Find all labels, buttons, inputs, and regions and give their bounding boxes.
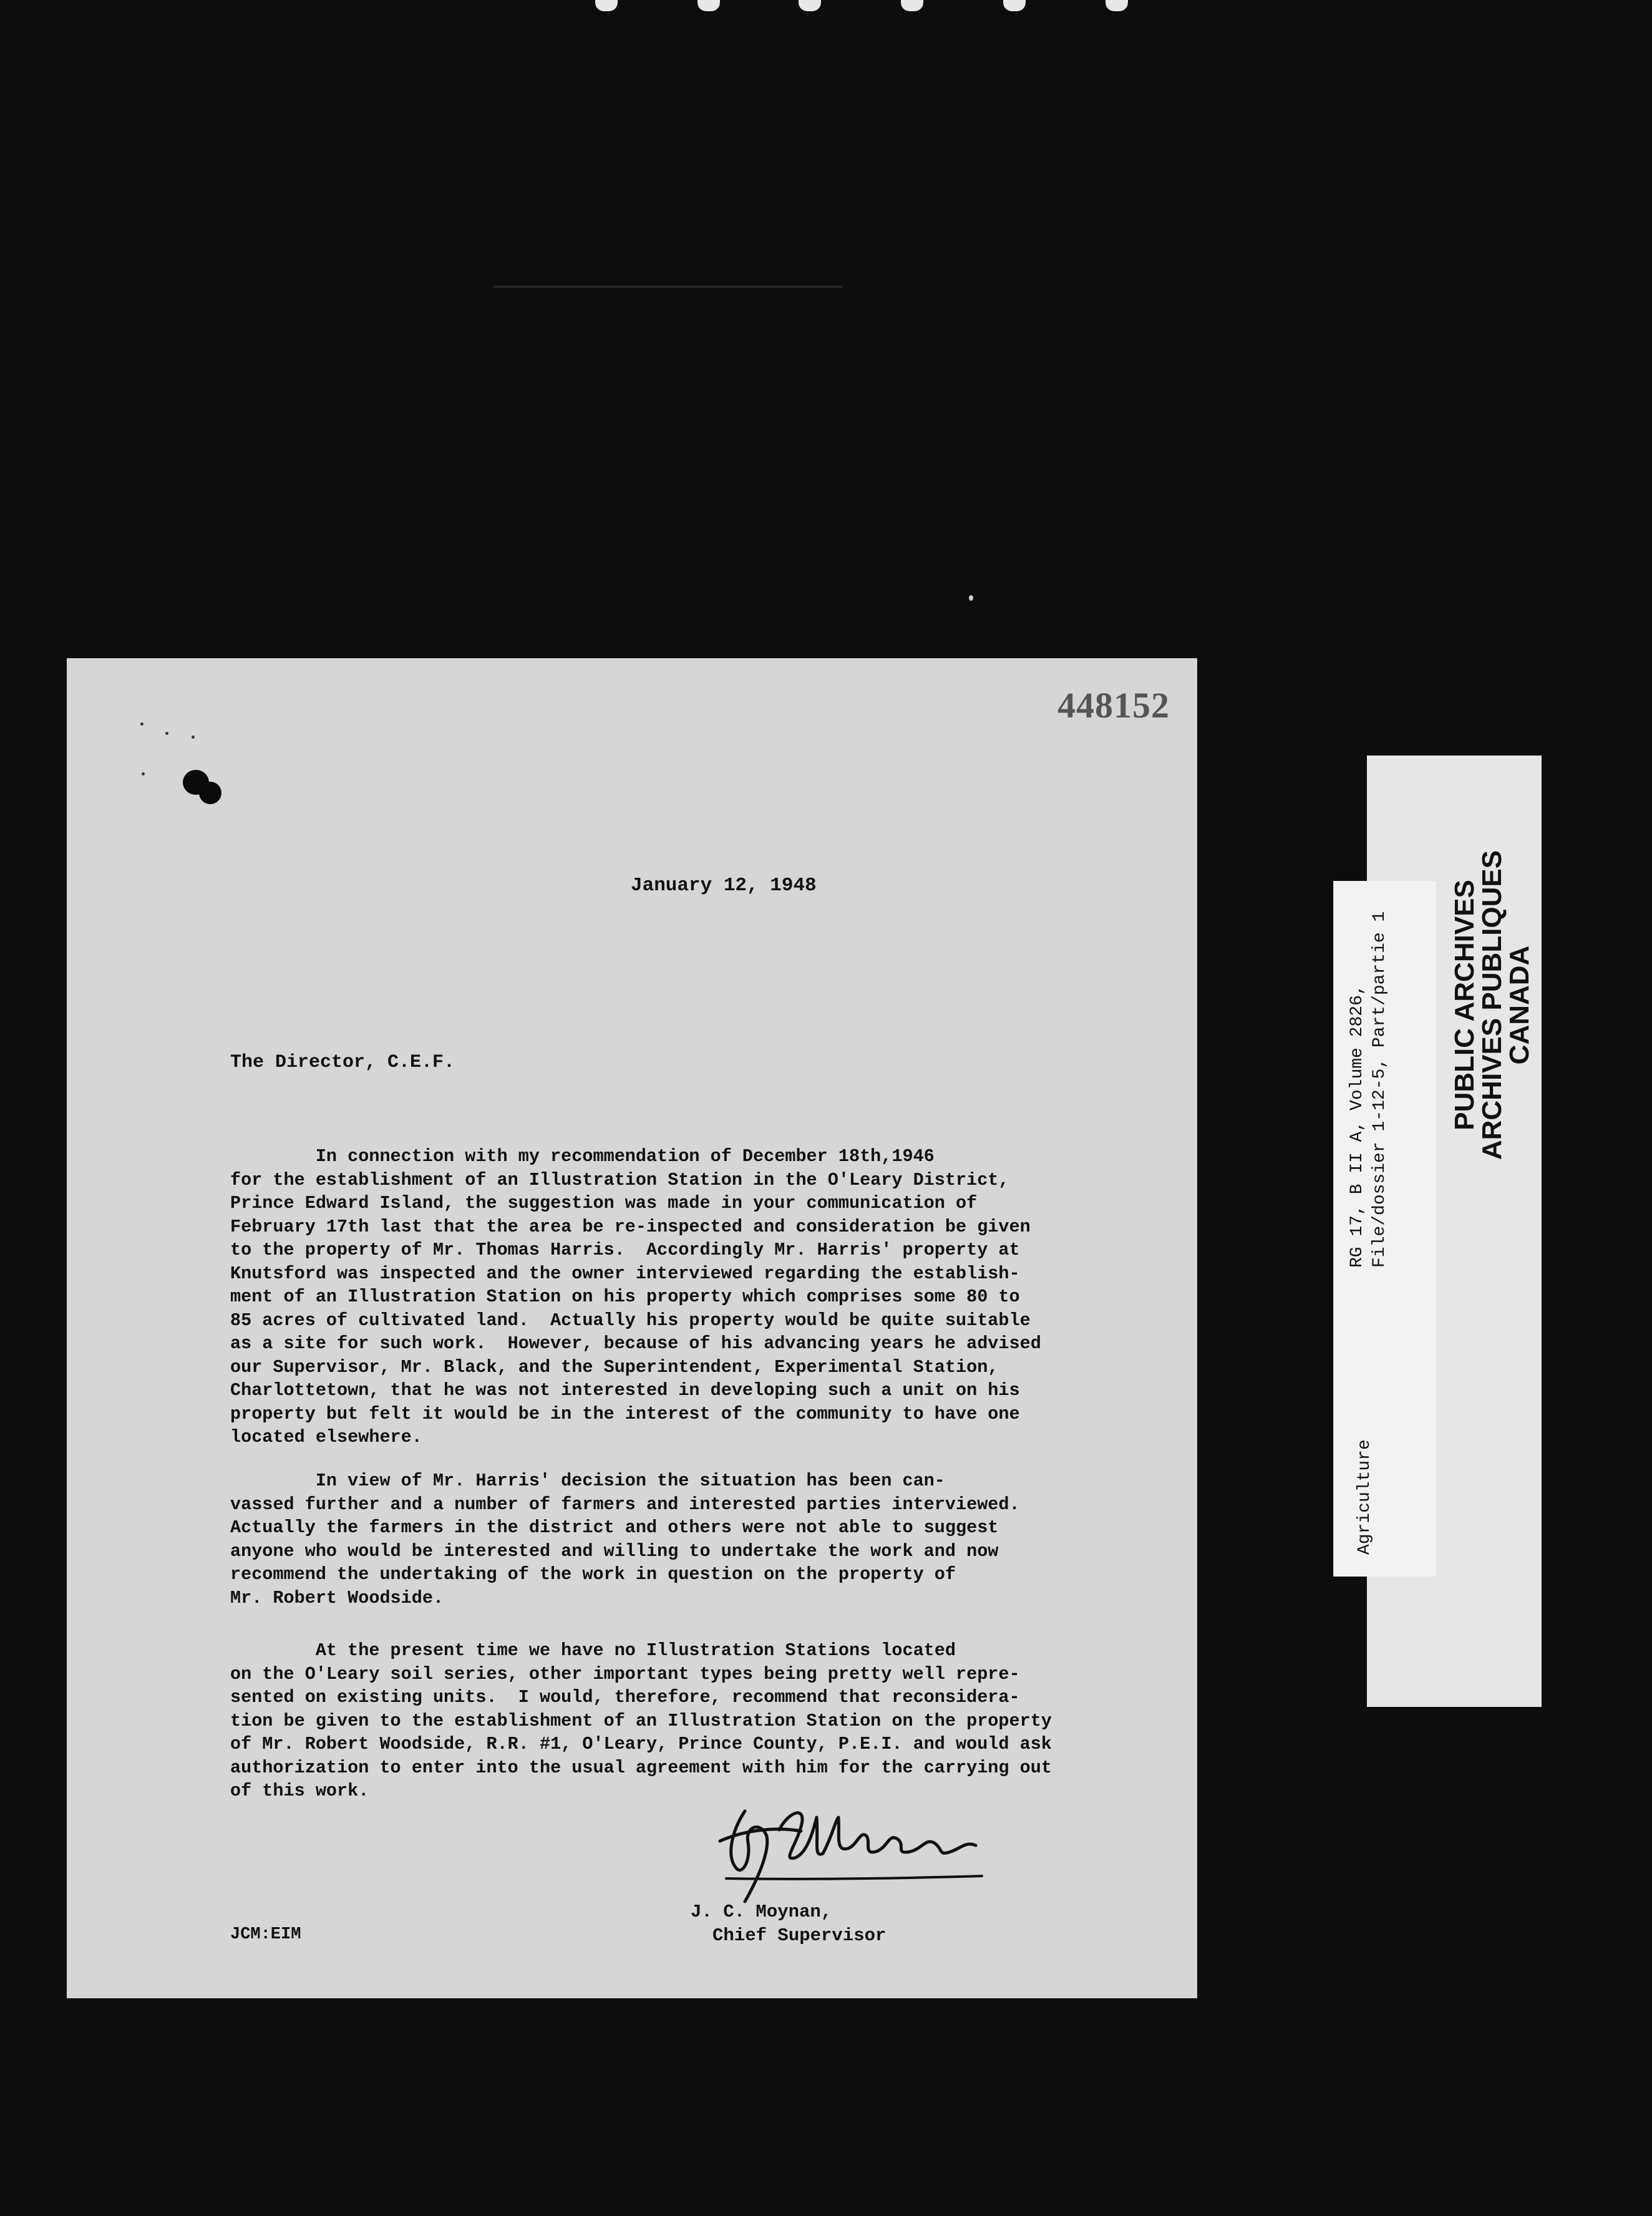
text-line: In view of Mr. Harris' decision the situation has been can-	[230, 1470, 945, 1491]
text-line: recommend the undertaking of the work in question on the property of	[230, 1564, 956, 1585]
signer-name: J. C. Moynan,	[691, 1902, 832, 1922]
text-line: authorization to enter into the usual agreement with him for the carrying out	[230, 1757, 1052, 1778]
dust-speck	[969, 595, 973, 601]
paper-speck	[142, 772, 145, 775]
letter-date: January 12, 1948	[631, 875, 817, 897]
text-line: ment of an Illustration Station on his property which comprises some 80 to	[230, 1286, 1020, 1307]
archive-label-card	[1333, 881, 1436, 1577]
text-line: Knutsford was inspected and the owner interviewed regarding the establish-	[230, 1263, 1020, 1284]
text-line: tion be given to the establishment of an Illustration Station on the property	[230, 1710, 1052, 1731]
letter-page	[67, 658, 1197, 1998]
text-line: Mr. Robert Woodside.	[230, 1587, 444, 1608]
institution-line: CANADA	[1504, 945, 1535, 1065]
text-line: property but felt it would be in the interest of the community to have one	[230, 1403, 1020, 1424]
institution-line: ARCHIVES PUBLIQUES	[1477, 850, 1507, 1160]
text-line: In connection with my recommendation of December 18th,1946	[230, 1146, 935, 1167]
letter-salutation: The Director, C.E.F.	[230, 1052, 455, 1073]
text-line: Charlottetown, that he was not interested in developing such a unit on his	[230, 1380, 1020, 1401]
text-line: as a site for such work. However, because of his advancing years he advised	[230, 1333, 1041, 1354]
text-line: of this work.	[230, 1781, 369, 1801]
archive-institution	[1451, 812, 1533, 1198]
archive-reference-line-2: File/dossier 1-12-5, Part/partie 1	[1370, 911, 1389, 1268]
text-line: anyone who would be interested and willing to undertake the work and now	[230, 1540, 999, 1562]
signer-title: Chief Supervisor	[712, 1925, 887, 1946]
text-line: Actually the farmers in the district and others were not able to suggest	[230, 1517, 999, 1538]
film-frame-marks	[593, 0, 1185, 14]
text-line: located elsewhere.	[230, 1427, 422, 1447]
text-line: vassed further and a number of farmers and interested parties interviewed.	[230, 1494, 1020, 1515]
letter-paragraph-3	[230, 1639, 1210, 1803]
letter-paragraph-2	[230, 1469, 1210, 1610]
typist-initials: JCM:EIM	[230, 1925, 301, 1944]
text-line: to the property of Mr. Thomas Harris. Accordingly Mr. Harris' property at	[230, 1240, 1020, 1260]
institution-line: PUBLIC ARCHIVES	[1449, 880, 1480, 1130]
text-line: 85 acres of cultivated land. Actually his property would be quite suitable	[230, 1310, 1031, 1331]
punch-hole	[199, 782, 221, 804]
text-line: of Mr. Robert Woodside, R.R. #1, O'Leary, Prince County, P.E.I. and would ask	[230, 1734, 1052, 1754]
archive-category: Agriculture	[1355, 1439, 1374, 1555]
archive-reference-line-1: RG 17, B II A, Volume 2826,	[1348, 984, 1367, 1268]
text-line: At the present time we have no Illustration Stations located	[230, 1640, 956, 1661]
archive-reference-number: 448152	[1057, 685, 1170, 726]
paper-speck	[165, 732, 168, 735]
text-line: on the O'Leary soil series, other important types being pretty well repre-	[230, 1663, 1020, 1684]
text-line: Prince Edward Island, the suggestion was made in your communication of	[230, 1193, 978, 1213]
text-line: our Supervisor, Mr. Black, and the Superintendent, Experimental Station,	[230, 1356, 999, 1378]
handwritten-signature	[707, 1792, 1001, 1917]
paper-speck	[140, 722, 143, 726]
text-line: for the establishment of an Illustration Station in the O'Leary District,	[230, 1169, 1009, 1190]
text-line: sented on existing units. I would, therefore, recommend that reconsidera-	[230, 1687, 1020, 1708]
film-scratch	[493, 286, 842, 288]
paper-speck	[192, 736, 195, 739]
letter-paragraph-1	[230, 1145, 1210, 1449]
text-line: February 17th last that the area be re-inspected and consideration be given	[230, 1216, 1031, 1237]
